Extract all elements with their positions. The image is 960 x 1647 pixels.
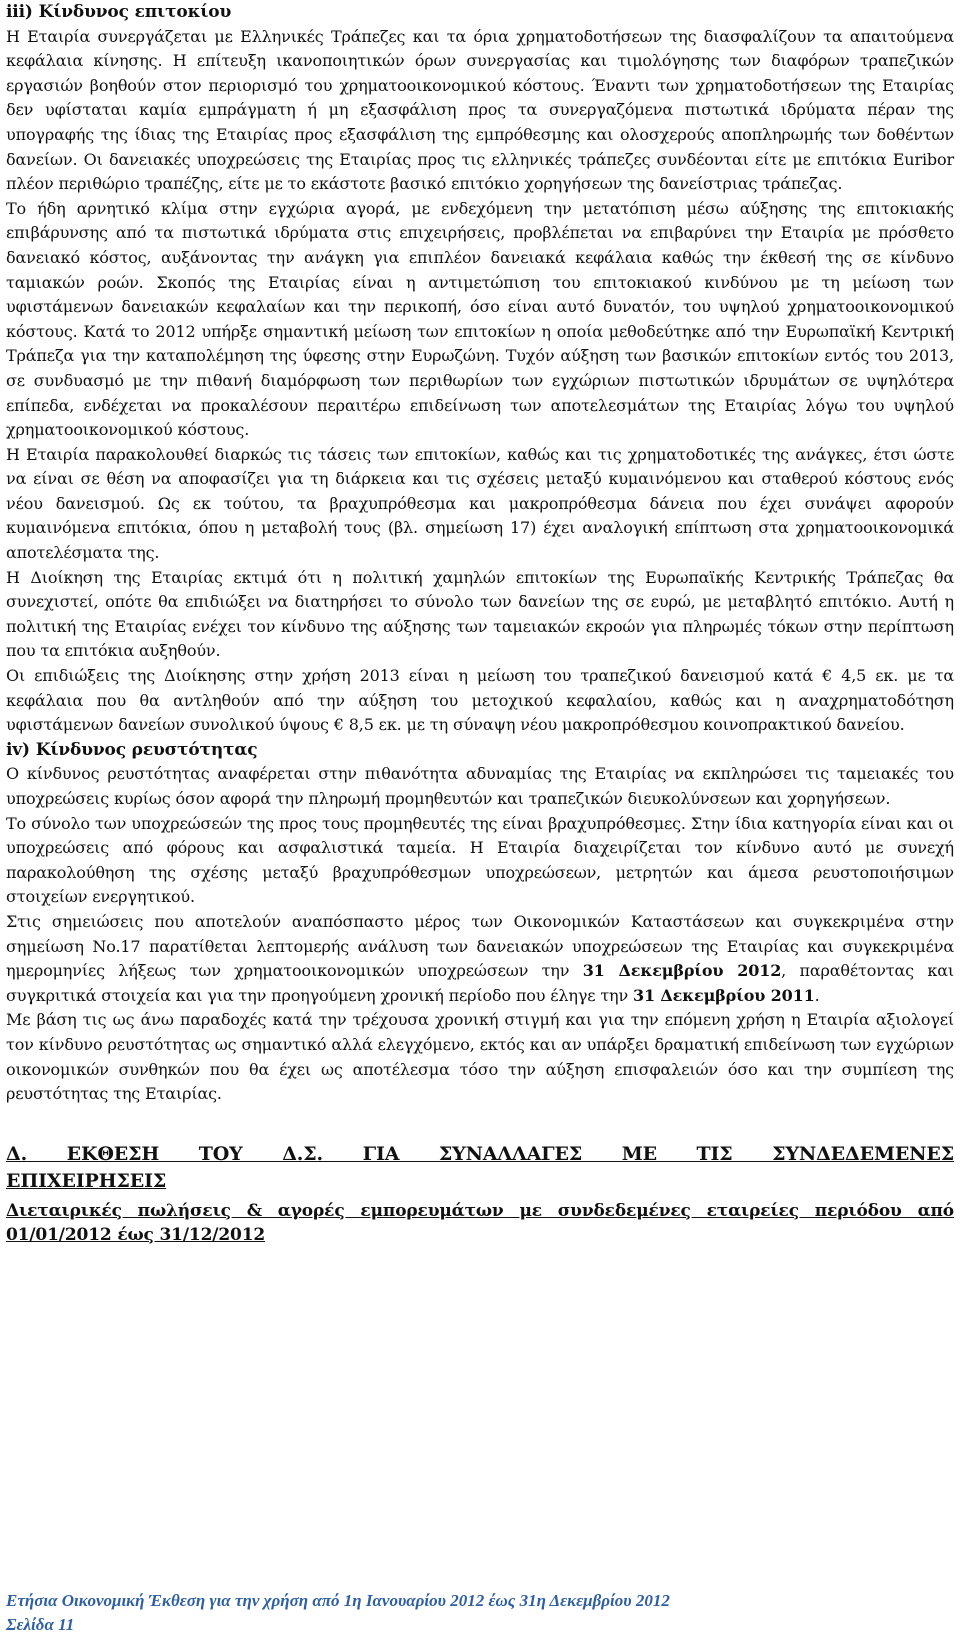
document-body: [6, 0, 954, 1247]
paragraph-liquidity-3-text-a: Στις σημειώσεις που αποτελούν αναπόσπαστο μέρος των Οικονομικών Καταστάσεων και συγκεκριμένα στην σημείωση No.17 παρατίθεται λεπτομερής ανάλυση των δανειακών υποχρεώσεων της Εταιρίας και συγκεκριμένα ημερομηνίες λήξεως των χρηματοοικονομικών υποχρεώσεων την: [6, 911, 954, 981]
paragraph-interest-2: Το ήδη αρνητικό κλίμα στην εγχώρια αγορά, με ενδεχόμενη την μετατόπιση μέσω αύξησης της επιτοκιακής επιβάρυνσης από τα πιστωτικά ιδρύματα στις επιχειρήσεις, προβλέπεται να επιβαρύνει την Εταιρία με πρόσθετο δανειακό κόστος, αυξάνοντας την ανάγκη για επιπλέον δανειακά κεφάλαια καθώς την έκθεσή της σε κίνδυνο ταμιακών ροών. Σκοπός της Εταιρίας είναι η αντιμετώπιση του επιτοκιακού κινδύνου με τη μείωση των υφιστάμενων δανειακών κεφαλαίων και την περικοπή, όσο είναι αυτό δυνατόν, του υψηλού χρηματοοικονομικού κόστους. Κατά το 2012 υπήρξε σημαντική μείωση των επιτοκίων η οποία μεθοδεύτηκε από την Ευρωπαϊκή Κεντρική Τράπεζα για την καταπολέμηση της ύφεσης στην Ευρωζώνη. Τυχόν αύξηση των βασικών επιτοκίων εντός του 2013, σε συνδυασμό με την πιθανή διαμόρφωση των περιθωρίων των εγχώριων πιστωτικών ιδρυμάτων σε υψηλότερα επίπεδα, ενδέχεται να προκαλέσουν περαιτέρω επιδείνωση των αποτελεσμάτων της Εταιρίας λόγω του υψηλού χρηματοοικονομικού κόστους.: [6, 198, 954, 440]
paragraph-liquidity-3-text-c: , παραθέτοντας και συγκριτικά στοιχεία και για την προηγούμενη χρονική περίοδο που έληγε την: [6, 961, 954, 1005]
paragraph-interest-1: Η Εταιρία συνεργάζεται με Ελληνικές Τράπεζες και τα όρια χρηματοδοτήσεων της διασφαλίζουν τα απαιτούμενα κεφάλαια κίνησης. Η επίτευξη ικανοποιητικών όρων συνεργασίας και τιμολόγησης των διαφόρων τραπεζικών εργασιών βοηθούν στον περιορισμό του χρηματοοικονομικού κόστους. Έναντι των χρηματοδοτήσεων της Εταιρίας δεν υφίσταται καμία εμπράγματη ή μη εξασφάλιση προς τα συνεργαζόμενα πιστωτικά ιδρύματα πέραν της υπογραφής της ίδιας της Εταιρίας προς εξασφάλιση της εμπρόθεσμης και ολοσχερούς αποπληρωμής των δοθέντων δανείων. Οι δανειακές υποχρεώσεις της Εταιρίας προς τις ελληνικές τράπεζες συνδέονται είτε με επιτόκια Euribor πλέον περιθώριο τραπέζης, είτε με το εκάστοτε βασικό επιτόκιο χορηγήσεων της δανείστριας τράπεζας.: [6, 26, 954, 194]
date-2012: 31 Δεκεμβρίου 2012: [582, 961, 782, 981]
footer-report-title: Ετήσια Οικονομική Έκθεση για την χρήση από 1η Ιανουαρίου 2012 έως 31η Δεκεμβρίου 2012: [6, 1591, 670, 1610]
heading-interest-rate-risk: iii) Κίνδυνος επιτοκίου: [6, 2, 232, 22]
paragraph-interest-5: Οι επιδιώξεις της Διοίκησης στην χρήση 2013 είναι η μείωση του τραπεζικού δανεισμού κατά € 4,5 εκ. με τα κεφάλαια που θα αντληθούν από την αύξηση του μετοχικού κεφαλαίου, καθώς και η αναχρηματοδότηση υφιστάμενων δανείων συνολικού ύψους € 8,5 εκ. με τη σύναψη νέου μακροπρόθεσμου κοινοπρακτικού δανείου.: [6, 666, 954, 735]
footer-page-number: Σελίδα 11: [6, 1615, 75, 1634]
paragraph-interest-4: Η Διοίκηση της Εταιρίας εκτιμά ότι η πολιτική χαμηλών επιτοκίων της Ευρωπαϊκής Κεντρικής Τράπεζας θα συνεχιστεί, οπότε θα επιδιώξει να διατηρήσει το σύνολο των δανείων της σε ευρώ, με μεταβλητό επιτόκιο. Αυτή η πολιτική της Εταιρίας ενέχει τον κίνδυνο της αύξησης των ταμειακών εκροών για πληρωμές τόκων στην περίπτωση που τα επιτόκια αυξηθούν.: [6, 567, 954, 661]
paragraph-liquidity-3: [6, 910, 954, 1008]
paragraph-interest-3: Η Εταιρία παρακολουθεί διαρκώς τις τάσεις των επιτοκίων, καθώς και τις χρηματοδοτικές της ανάγκες, έτσι ώστε να είναι σε θέση να αποφασίζει για τη διάρκεια και τις σχέσεις μεταξύ κυμαινόμενου και σταθερού κόστους ενός νέου δανεισμού. Ως εκ τούτου, τα βραχυπρόθεσμα και μακροπρόθεσμα δάνεια που έχει συνάψει αφορούν κυμαινόμενα επιτόκια, όπου η μεταβολή τους (βλ. σημείωση 17) έχει αναλογική επίπτωση στα χρηματοοικονομικά αποτελέσματα της.: [6, 444, 954, 563]
paragraph-liquidity-3-text-e: .: [814, 985, 820, 1005]
paragraph-liquidity-2: Το σύνολο των υποχρεώσεών της προς τους προμηθευτές της είναι βραχυπρόθεσμες. Στην ίδια κατηγορία είναι και οι υποχρεώσεις από φόρους και ασφαλιστικά ταμεία. Η Εταιρία διαχειρίζεται τον κίνδυνο αυτό με συνεχή παρακολούθηση της σχέσης μεταξύ βραχυπρόθεσμων υποχρεώσεων, μετρητών και άμεσα ρευστοποιήσιμων στοιχείων ενεργητικού.: [6, 813, 954, 907]
heading-liquidity-risk: iv) Κίνδυνος ρευστότητας: [6, 739, 258, 760]
date-2011: 31 Δεκεμβρίου 2011: [632, 985, 815, 1005]
section-d-title-continued: ΕΠΙΧΕΙΡΗΣΕΙΣ: [6, 1169, 167, 1192]
section-d-title: Δ. ΕΚΘΕΣΗ ΤΟΥ Δ.Σ. ΓΙΑ ΣΥΝΑΛΛΑΓΕΣ ΜΕ ΤΙΣ ΣΥΝΔΕΔΕΜΕΝΕΣ: [6, 1142, 954, 1165]
page-footer: [6, 1589, 954, 1637]
paragraph-liquidity-1: Ο κίνδυνος ρευστότητας αναφέρεται στην πιθανότητα αδυναμίας της Εταιρίας να εκπληρώσει τις ταμειακές του υποχρεώσεις κυρίως όσον αφορά την πληρωμή προμηθευτών και τραπεζικών διευκολύνσεων και χορηγήσεων.: [6, 764, 954, 808]
paragraph-liquidity-4: Με βάση τις ως άνω παραδοχές κατά την τρέχουσα χρονική στιγμή και για την επόμενη χρήση η Εταιρία αξιολογεί τον κίνδυνο ρευστότητας ως σημαντικό αλλά ελεγχόμενο, εκτός και αν υπάρξει δραματική επιδείνωση των εγχώριων οικονομικών συνθηκών που θα έχει ως αποτέλεσμα τόσο την αύξηση επισφαλειών όσο και την συμπίεση της ρευστότητας της Εταιρίας.: [6, 1010, 954, 1104]
intercompany-subtitle: Διεταιρικές πωλήσεις & αγορές εμπορευμάτων με συνδεδεμένες εταιρείες περιόδου από 01/01/2012 έως 31/12/2012: [6, 1200, 954, 1245]
